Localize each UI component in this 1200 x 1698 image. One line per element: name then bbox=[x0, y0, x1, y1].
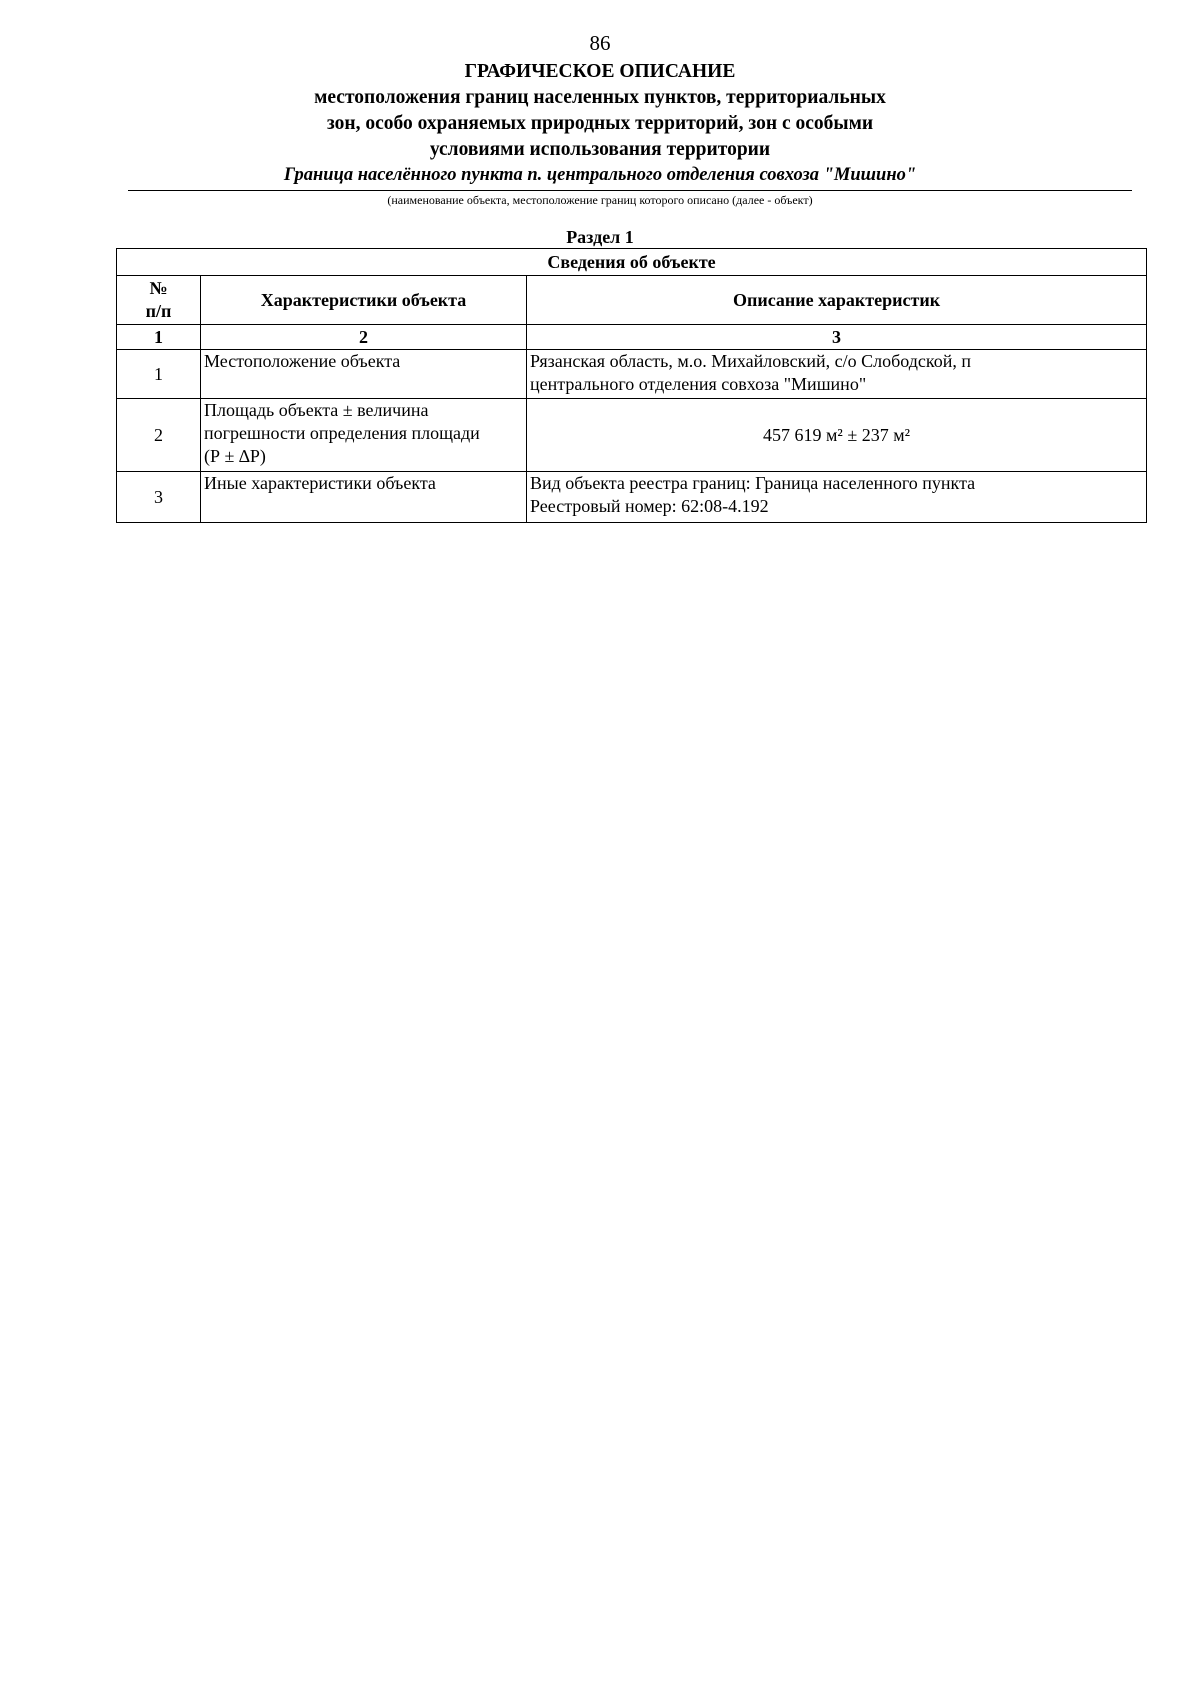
row-index: 1 bbox=[117, 350, 201, 399]
table-header-row bbox=[117, 276, 1147, 325]
row-index: 3 bbox=[117, 472, 201, 523]
header-number bbox=[117, 276, 201, 325]
object-name: Граница населённого пункта п. центрального отделения совхоза "Мишино" bbox=[283, 165, 917, 185]
document-title bbox=[120, 59, 1080, 163]
row-index: 2 bbox=[117, 399, 201, 472]
table-row bbox=[117, 350, 1147, 399]
table-caption-row bbox=[117, 249, 1147, 276]
object-name-underline bbox=[128, 190, 1132, 191]
row-characteristic-line: Площадь объекта ± величина bbox=[204, 400, 429, 420]
page-number: 86 bbox=[589, 31, 611, 55]
row-description-line: Реестровый номер: 62:08-4.192 bbox=[530, 496, 769, 516]
row-characteristic: Местоположение объекта bbox=[201, 350, 527, 399]
row-description-line: центрального отделения совхоза "Мишино" bbox=[530, 374, 867, 394]
row-characteristic-line: погрешности определения площади bbox=[204, 423, 480, 443]
column-number-3: 3 bbox=[527, 325, 1147, 350]
title-line-2: местоположения границ населенных пунктов, территориальных bbox=[314, 87, 886, 108]
row-characteristic-line: (Р ± ∆Р) bbox=[204, 446, 266, 466]
column-number-2: 2 bbox=[201, 325, 527, 350]
object-info-table bbox=[116, 248, 1147, 523]
row-description-line: Рязанская область, м.о. Михайловский, с/о Слободской, п bbox=[530, 351, 971, 371]
table-caption: Сведения об объекте bbox=[117, 249, 1147, 276]
table-row bbox=[117, 472, 1147, 523]
table-row bbox=[117, 399, 1147, 472]
row-description bbox=[527, 472, 1147, 523]
title-line-3: зон, особо охраняемых природных территорий, зон с особыми bbox=[326, 113, 874, 134]
header-number-line-2: п/п bbox=[145, 301, 172, 321]
row-description bbox=[527, 350, 1147, 399]
object-caption: (наименование объекта, местоположение границ которого описано (далее - объект) bbox=[387, 193, 813, 207]
row-description: 457 619 м² ± 237 м² bbox=[527, 399, 1147, 472]
column-numbers-row bbox=[117, 325, 1147, 350]
column-number-1: 1 bbox=[117, 325, 201, 350]
row-characteristic bbox=[201, 399, 527, 472]
row-characteristic: Иные характеристики объекта bbox=[201, 472, 527, 523]
header-characteristics: Характеристики объекта bbox=[201, 276, 527, 325]
title-line-4: условиями использования территории bbox=[429, 139, 771, 160]
section-title: Раздел 1 bbox=[566, 227, 634, 247]
title-line-1: ГРАФИЧЕСКОЕ ОПИСАНИЕ bbox=[464, 61, 736, 82]
header-description: Описание характеристик bbox=[527, 276, 1147, 325]
row-description-line: Вид объекта реестра границ: Граница населенного пункта bbox=[530, 473, 976, 493]
header-number-line-1: № bbox=[149, 278, 168, 298]
